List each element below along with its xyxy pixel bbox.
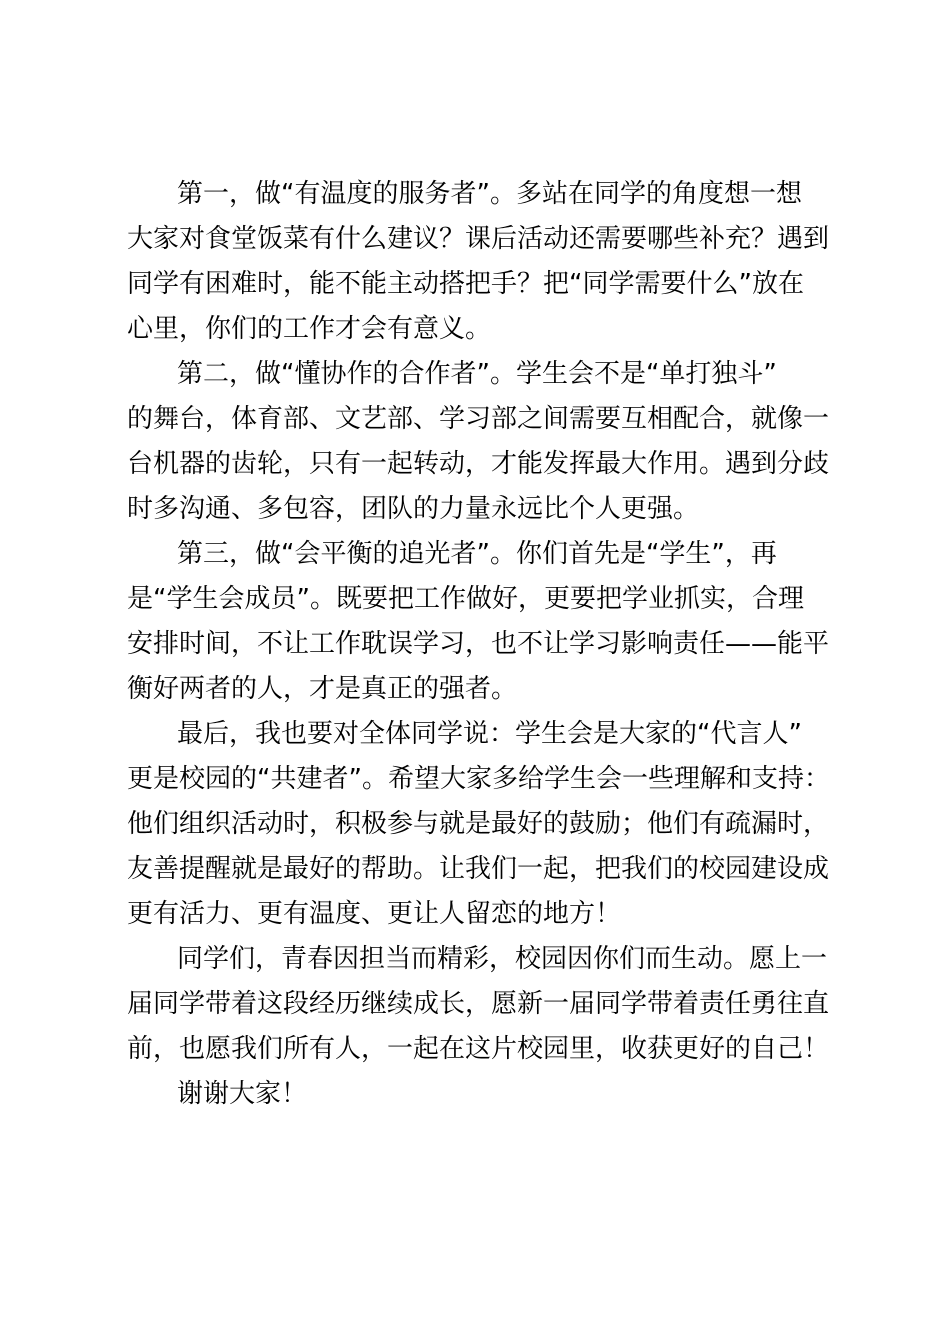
text-line: 是“学生会成员”。既要把工作做好，更要把学业抓实，合理 [127,584,804,614]
text-line: 衡好两者的人，才是真正的强者。 [127,674,518,704]
text-line: 第二，做“懂协作的合作者”。学生会不是“单打独斗” [177,359,777,389]
text-line: 安排时间，不让工作耽误学习，也不让学习影响责任——能平 [127,629,830,659]
text-line: 第一，做“有温度的服务者”。多站在同学的角度想一想 [177,179,802,209]
text-line: 届同学带着这段经历继续成长，愿新一届同学带着责任勇往直 [127,989,830,1019]
text-line: 同学有困难时，能不能主动搭把手？把“同学需要什么”放在 [127,269,804,299]
text-line: 友善提醒就是最好的帮助。让我们一起，把我们的校园建设成 [127,854,830,884]
text-line: 他们组织活动时，积极参与就是最好的鼓励；他们有疏漏时， [127,809,830,839]
text-line: 大家对食堂饭菜有什么建议？课后活动还需要哪些补充？遇到 [127,224,830,254]
speech-body [127,172,849,1117]
text-line: 时多沟通、多包容，团队的力量永远比个人更强。 [127,494,700,524]
text-line: 的舞台，体育部、文艺部、学习部之间需要互相配合，就像一 [127,404,830,434]
text-line: 最后，我也要对全体同学说：学生会是大家的“代言人” [177,719,802,749]
text-line: 同学们，青春因担当而精彩，校园因你们而生动。愿上一 [177,944,828,974]
text-line: 前，也愿我们所有人，一起在这片校园里，收获更好的自己！ [127,1034,830,1064]
text-line: 台机器的齿轮，只有一起转动，才能发挥最大作用。遇到分歧 [127,449,830,479]
text-line: 更是校园的“共建者”。希望大家多给学生会一些理解和支持： [127,764,830,794]
text-line: 谢谢大家！ [177,1079,308,1109]
text-line: 心里，你们的工作才会有意义。 [127,314,492,344]
text-line: 更有活力、更有温度、更让人留恋的地方！ [127,899,622,929]
text-line: 第三，做“会平衡的追光者”。你们首先是“学生”，再 [177,539,777,569]
